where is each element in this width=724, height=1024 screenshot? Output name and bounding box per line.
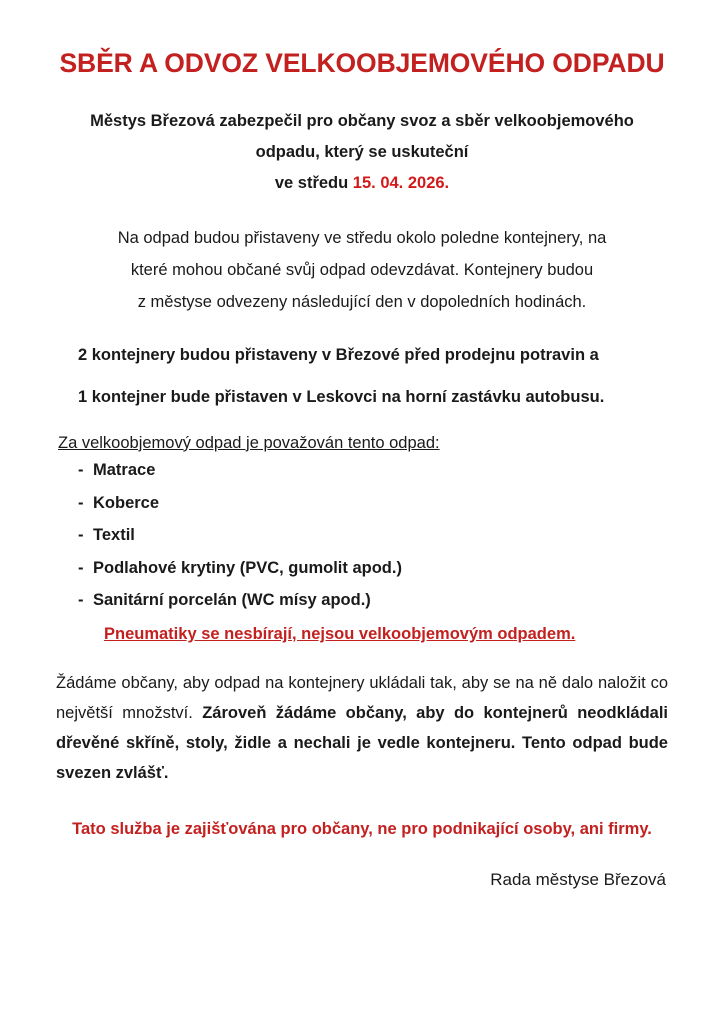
list-item-label: Podlahové krytiny (PVC, gumolit apod.) [93, 558, 402, 577]
list-item-label: Sanitární porcelán (WC mísy apod.) [93, 591, 371, 610]
intro-line-3 [56, 168, 668, 199]
dash-marker: - [78, 558, 84, 577]
list-item [78, 495, 668, 512]
waste-list [56, 462, 668, 609]
dash-marker: - [78, 591, 84, 610]
intro-paragraph [56, 106, 668, 198]
signature: Rada městyse Březová [490, 870, 666, 890]
waste-list-heading: Za velkoobjemový odpad je považován tento odpad: [58, 433, 440, 452]
waste-list-section [56, 434, 668, 645]
list-item-label: Matrace [93, 461, 156, 480]
description-line-2: které mohou občané svůj odpad odevzdávat. Kontejnery budou [130, 261, 594, 280]
container-placements [56, 347, 668, 406]
request-bold-text: Zároveň žádáme občany, aby do kontejnerů neodkládali dřevěné skříně, stoly, židle a nechali je vedle kontejneru. Tento odpad bude svezen zvlášť. [56, 703, 668, 782]
dash-marker: - [78, 526, 84, 545]
description-line-1: Na odpad budou přistaveny ve středu okolo poledne kontejnery, na [117, 229, 607, 248]
list-item [78, 527, 668, 544]
collection-date: 15. 04. 2026. [352, 173, 450, 192]
list-item-label: Textil [93, 526, 135, 545]
request-regular-text: Žádáme občany, aby odpad na kontejnery ukládali tak, aby se na ně dalo naložit co největší množství. [56, 673, 668, 722]
list-item-label: Koberce [93, 493, 160, 512]
closing-statement: Tato služba je zajišťována pro občany, ne pro podnikající osoby, ani firmy. [72, 819, 652, 838]
list-item [78, 592, 668, 609]
list-item [78, 560, 668, 577]
intro-line-2: odpadu, který se uskuteční [255, 142, 469, 161]
tires-notice: Pneumatiky se nesbírají, nejsou velkoobjemovým odpadem. [104, 624, 576, 643]
request-paragraph [56, 668, 668, 788]
intro-date-prefix: ve středu [274, 173, 353, 192]
dash-marker: - [78, 461, 84, 480]
list-item [78, 462, 668, 479]
placement-line-2: 1 kontejner bude přistaven v Leskovci na horní zastávku autobusu. [78, 388, 605, 407]
dash-marker: - [78, 493, 84, 512]
description-paragraph [56, 222, 668, 319]
page-title: SBĚR A ODVOZ VELKOOBJEMOVÉHO ODPADU [59, 48, 665, 78]
placement-line-1: 2 kontejnery budou přistaveny v Březové před prodejnu potravin a [78, 345, 599, 364]
intro-line-1: Městys Březová zabezpečil pro občany svoz a sběr velkoobjemového [90, 112, 634, 131]
description-line-3: z městyse odvezeny následující den v dopoledních hodinách. [137, 293, 587, 312]
